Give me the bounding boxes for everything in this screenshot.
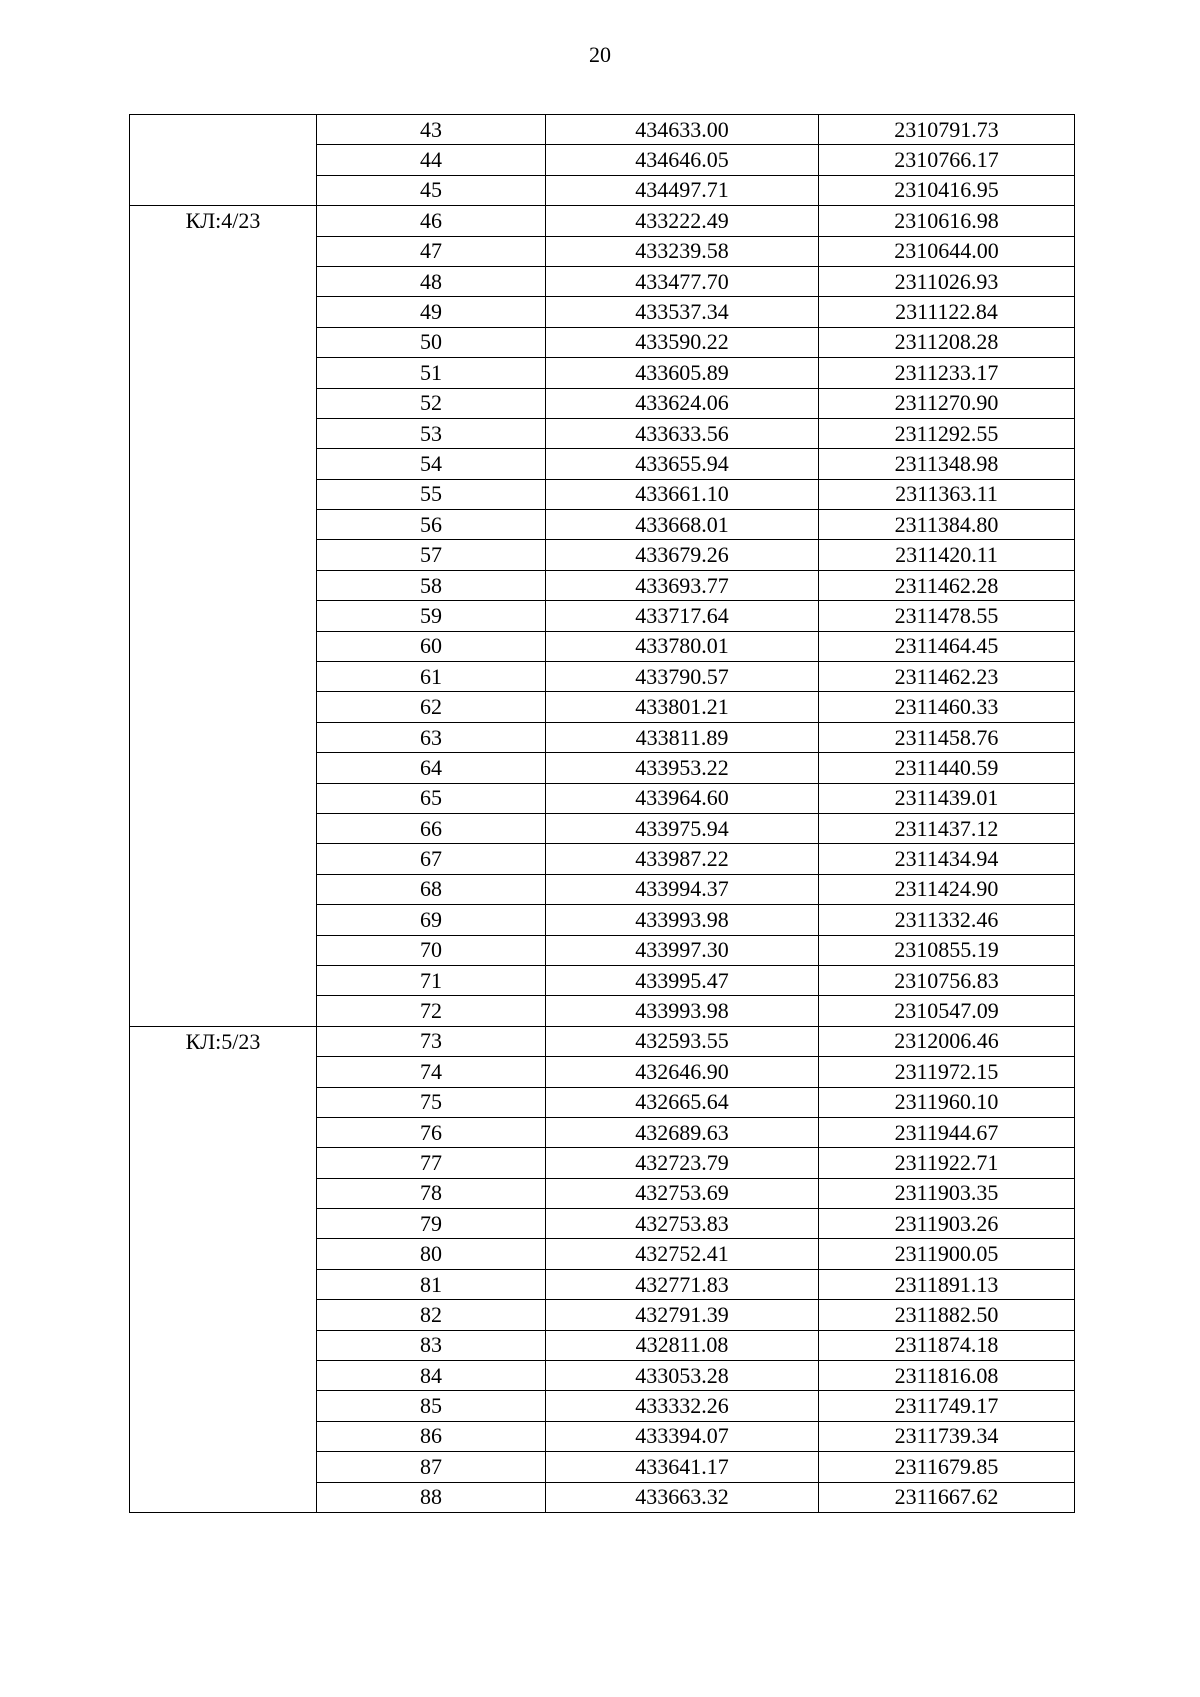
section-label-cell: КЛ:4/23 xyxy=(130,206,317,1027)
x-coordinate-cell: 432593.55 xyxy=(546,1026,819,1056)
x-coordinate-cell: 433641.17 xyxy=(546,1452,819,1482)
x-coordinate-cell: 433661.10 xyxy=(546,479,819,509)
x-coordinate-cell: 433995.47 xyxy=(546,965,819,995)
y-coordinate-cell: 2310644.00 xyxy=(819,236,1075,266)
point-number-cell: 56 xyxy=(317,510,546,540)
point-number-cell: 78 xyxy=(317,1178,546,1208)
point-number-cell: 88 xyxy=(317,1482,546,1512)
x-coordinate-cell: 433801.21 xyxy=(546,692,819,722)
point-number-cell: 44 xyxy=(317,145,546,175)
y-coordinate-cell: 2311434.94 xyxy=(819,844,1075,874)
point-number-cell: 74 xyxy=(317,1057,546,1087)
y-coordinate-cell: 2311944.67 xyxy=(819,1117,1075,1147)
x-coordinate-cell: 433997.30 xyxy=(546,935,819,965)
y-coordinate-cell: 2311679.85 xyxy=(819,1452,1075,1482)
point-number-cell: 45 xyxy=(317,175,546,205)
point-number-cell: 80 xyxy=(317,1239,546,1269)
y-coordinate-cell: 2311348.98 xyxy=(819,449,1075,479)
y-coordinate-cell: 2311882.50 xyxy=(819,1300,1075,1330)
x-coordinate-cell: 433993.98 xyxy=(546,905,819,935)
x-coordinate-cell: 432811.08 xyxy=(546,1330,819,1360)
x-coordinate-cell: 432752.41 xyxy=(546,1239,819,1269)
y-coordinate-cell: 2311460.33 xyxy=(819,692,1075,722)
point-number-cell: 82 xyxy=(317,1300,546,1330)
y-coordinate-cell: 2311816.08 xyxy=(819,1361,1075,1391)
y-coordinate-cell: 2311292.55 xyxy=(819,418,1075,448)
x-coordinate-cell: 432753.69 xyxy=(546,1178,819,1208)
page-number: 20 xyxy=(589,42,611,67)
x-coordinate-cell: 433239.58 xyxy=(546,236,819,266)
x-coordinate-cell: 433790.57 xyxy=(546,662,819,692)
point-number-cell: 60 xyxy=(317,631,546,661)
point-number-cell: 50 xyxy=(317,327,546,357)
point-number-cell: 71 xyxy=(317,965,546,995)
point-number-cell: 59 xyxy=(317,601,546,631)
point-number-cell: 73 xyxy=(317,1026,546,1056)
coordinates-table-body xyxy=(130,115,1075,1513)
point-number-cell: 79 xyxy=(317,1209,546,1239)
y-coordinate-cell: 2311903.26 xyxy=(819,1209,1075,1239)
y-coordinate-cell: 2311739.34 xyxy=(819,1421,1075,1451)
point-number-cell: 61 xyxy=(317,662,546,692)
x-coordinate-cell: 433605.89 xyxy=(546,358,819,388)
point-number-cell: 52 xyxy=(317,388,546,418)
x-coordinate-cell: 432791.39 xyxy=(546,1300,819,1330)
y-coordinate-cell: 2311900.05 xyxy=(819,1239,1075,1269)
y-coordinate-cell: 2311922.71 xyxy=(819,1148,1075,1178)
x-coordinate-cell: 433537.34 xyxy=(546,297,819,327)
point-number-cell: 69 xyxy=(317,905,546,935)
point-number-cell: 54 xyxy=(317,449,546,479)
y-coordinate-cell: 2311903.35 xyxy=(819,1178,1075,1208)
point-number-cell: 66 xyxy=(317,813,546,843)
point-number-cell: 75 xyxy=(317,1087,546,1117)
x-coordinate-cell: 433975.94 xyxy=(546,813,819,843)
point-number-cell: 87 xyxy=(317,1452,546,1482)
point-number-cell: 47 xyxy=(317,236,546,266)
y-coordinate-cell: 2311122.84 xyxy=(819,297,1075,327)
table-row xyxy=(130,1026,1075,1056)
x-coordinate-cell: 433780.01 xyxy=(546,631,819,661)
x-coordinate-cell: 433663.32 xyxy=(546,1482,819,1512)
y-coordinate-cell: 2311440.59 xyxy=(819,753,1075,783)
x-coordinate-cell: 433394.07 xyxy=(546,1421,819,1451)
y-coordinate-cell: 2311464.45 xyxy=(819,631,1075,661)
y-coordinate-cell: 2311749.17 xyxy=(819,1391,1075,1421)
y-coordinate-cell: 2310766.17 xyxy=(819,145,1075,175)
x-coordinate-cell: 433953.22 xyxy=(546,753,819,783)
y-coordinate-cell: 2311384.80 xyxy=(819,510,1075,540)
y-coordinate-cell: 2311874.18 xyxy=(819,1330,1075,1360)
x-coordinate-cell: 433655.94 xyxy=(546,449,819,479)
x-coordinate-cell: 433717.64 xyxy=(546,601,819,631)
y-coordinate-cell: 2311420.11 xyxy=(819,540,1075,570)
y-coordinate-cell: 2311891.13 xyxy=(819,1269,1075,1299)
y-coordinate-cell: 2312006.46 xyxy=(819,1026,1075,1056)
y-coordinate-cell: 2311270.90 xyxy=(819,388,1075,418)
point-number-cell: 68 xyxy=(317,874,546,904)
point-number-cell: 85 xyxy=(317,1391,546,1421)
y-coordinate-cell: 2310547.09 xyxy=(819,996,1075,1026)
y-coordinate-cell: 2311424.90 xyxy=(819,874,1075,904)
y-coordinate-cell: 2310855.19 xyxy=(819,935,1075,965)
table-row xyxy=(130,206,1075,236)
point-number-cell: 58 xyxy=(317,570,546,600)
y-coordinate-cell: 2311960.10 xyxy=(819,1087,1075,1117)
point-number-cell: 48 xyxy=(317,266,546,296)
y-coordinate-cell: 2310791.73 xyxy=(819,115,1075,145)
y-coordinate-cell: 2311972.15 xyxy=(819,1057,1075,1087)
x-coordinate-cell: 433590.22 xyxy=(546,327,819,357)
x-coordinate-cell: 432665.64 xyxy=(546,1087,819,1117)
point-number-cell: 84 xyxy=(317,1361,546,1391)
x-coordinate-cell: 433993.98 xyxy=(546,996,819,1026)
y-coordinate-cell: 2311363.11 xyxy=(819,479,1075,509)
y-coordinate-cell: 2310416.95 xyxy=(819,175,1075,205)
x-coordinate-cell: 433332.26 xyxy=(546,1391,819,1421)
x-coordinate-cell: 432771.83 xyxy=(546,1269,819,1299)
y-coordinate-cell: 2311332.46 xyxy=(819,905,1075,935)
x-coordinate-cell: 433477.70 xyxy=(546,266,819,296)
x-coordinate-cell: 433994.37 xyxy=(546,874,819,904)
x-coordinate-cell: 433693.77 xyxy=(546,570,819,600)
point-number-cell: 81 xyxy=(317,1269,546,1299)
point-number-cell: 46 xyxy=(317,206,546,236)
point-number-cell: 72 xyxy=(317,996,546,1026)
x-coordinate-cell: 433964.60 xyxy=(546,783,819,813)
point-number-cell: 67 xyxy=(317,844,546,874)
y-coordinate-cell: 2311437.12 xyxy=(819,813,1075,843)
x-coordinate-cell: 433624.06 xyxy=(546,388,819,418)
point-number-cell: 65 xyxy=(317,783,546,813)
point-number-cell: 77 xyxy=(317,1148,546,1178)
x-coordinate-cell: 434633.00 xyxy=(546,115,819,145)
point-number-cell: 64 xyxy=(317,753,546,783)
x-coordinate-cell: 433633.56 xyxy=(546,418,819,448)
point-number-cell: 76 xyxy=(317,1117,546,1147)
x-coordinate-cell: 432646.90 xyxy=(546,1057,819,1087)
table-row xyxy=(130,115,1075,145)
point-number-cell: 51 xyxy=(317,358,546,388)
x-coordinate-cell: 433987.22 xyxy=(546,844,819,874)
point-number-cell: 57 xyxy=(317,540,546,570)
point-number-cell: 53 xyxy=(317,418,546,448)
point-number-cell: 86 xyxy=(317,1421,546,1451)
y-coordinate-cell: 2311026.93 xyxy=(819,266,1075,296)
y-coordinate-cell: 2310616.98 xyxy=(819,206,1075,236)
point-number-cell: 43 xyxy=(317,115,546,145)
point-number-cell: 55 xyxy=(317,479,546,509)
x-coordinate-cell: 432689.63 xyxy=(546,1117,819,1147)
x-coordinate-cell: 434646.05 xyxy=(546,145,819,175)
point-number-cell: 70 xyxy=(317,935,546,965)
section-label-cell xyxy=(130,115,317,206)
y-coordinate-cell: 2311667.62 xyxy=(819,1482,1075,1512)
y-coordinate-cell: 2311462.28 xyxy=(819,570,1075,600)
x-coordinate-cell: 433679.26 xyxy=(546,540,819,570)
y-coordinate-cell: 2311462.23 xyxy=(819,662,1075,692)
x-coordinate-cell: 433222.49 xyxy=(546,206,819,236)
y-coordinate-cell: 2310756.83 xyxy=(819,965,1075,995)
y-coordinate-cell: 2311233.17 xyxy=(819,358,1075,388)
x-coordinate-cell: 432753.83 xyxy=(546,1209,819,1239)
x-coordinate-cell: 433811.89 xyxy=(546,722,819,752)
x-coordinate-cell: 433053.28 xyxy=(546,1361,819,1391)
x-coordinate-cell: 434497.71 xyxy=(546,175,819,205)
section-label-cell: КЛ:5/23 xyxy=(130,1026,317,1512)
coordinates-table xyxy=(129,114,1075,1513)
y-coordinate-cell: 2311478.55 xyxy=(819,601,1075,631)
point-number-cell: 62 xyxy=(317,692,546,722)
point-number-cell: 63 xyxy=(317,722,546,752)
point-number-cell: 49 xyxy=(317,297,546,327)
y-coordinate-cell: 2311439.01 xyxy=(819,783,1075,813)
point-number-cell: 83 xyxy=(317,1330,546,1360)
x-coordinate-cell: 432723.79 xyxy=(546,1148,819,1178)
y-coordinate-cell: 2311208.28 xyxy=(819,327,1075,357)
y-coordinate-cell: 2311458.76 xyxy=(819,722,1075,752)
x-coordinate-cell: 433668.01 xyxy=(546,510,819,540)
